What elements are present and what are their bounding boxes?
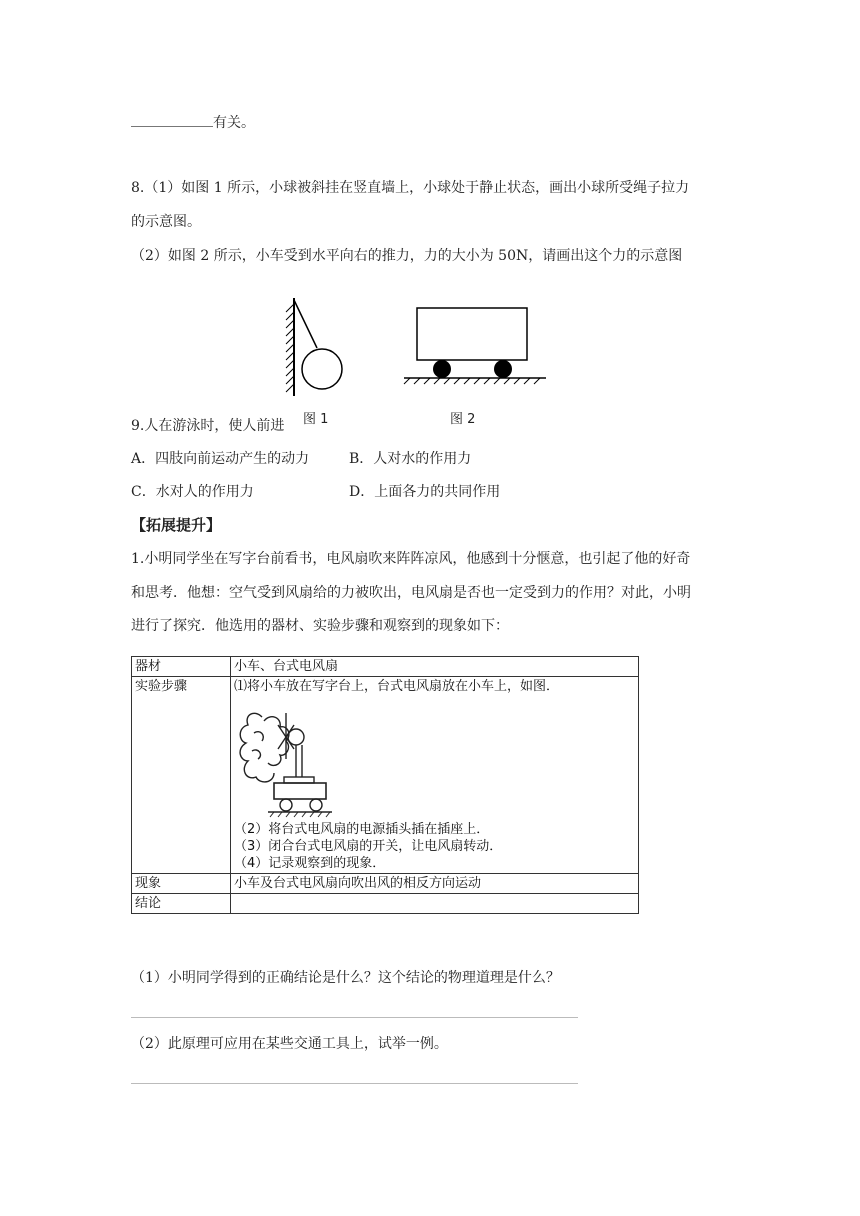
q9-option-d[interactable]: D．上面各力的共同作用 xyxy=(349,484,501,500)
answer-blank[interactable] xyxy=(131,113,213,127)
q9-option-c[interactable]: C．水对人的作用力 xyxy=(131,484,254,500)
conclusion-label: 结论 xyxy=(132,894,231,914)
phenomenon-label: 现象 xyxy=(132,874,231,894)
q1-line-1: 1.小明同学坐在写字台前看书，电风扇吹来阵阵凉风，他感到十分惬意，也引起了他的好奇 xyxy=(131,551,691,567)
phenomenon-value: 小车及台式电风扇向吹出风的相反方向运动 xyxy=(231,874,639,894)
q8-line-2: 的示意图。 xyxy=(131,214,201,230)
q7-tail-text: 有关。 xyxy=(213,115,255,131)
table-row-phenomenon xyxy=(132,874,639,894)
sub-question-1: （1）小明同学得到的正确结论是什么？这个结论的物理道理是什么？ xyxy=(131,970,560,986)
experiment-table xyxy=(131,656,639,914)
q9-stem: 9.人在游泳时，使人前进 xyxy=(131,418,285,434)
q9-option-b[interactable]: B．人对水的作用力 xyxy=(349,451,472,467)
table-row-steps xyxy=(132,677,639,874)
conclusion-value[interactable] xyxy=(231,894,639,914)
figure-2-caption: 图 2 xyxy=(450,412,476,427)
figure-1-ball-on-wall xyxy=(280,296,352,400)
fan-on-cart-figure xyxy=(234,699,346,819)
q1-line-2: 和思考．他想：空气受到风扇给的力被吹出，电风扇是否也一定受到力的作用？对此，小明 xyxy=(131,585,691,601)
answer-line-1[interactable] xyxy=(131,1017,578,1018)
figure-2-cart xyxy=(400,306,550,386)
figure-1-caption: 图 1 xyxy=(303,412,329,427)
step-4: （4）记录观察到的现象． xyxy=(234,856,386,871)
q1-line-3: 进行了探究．他选用的器材、实验步骤和观察到的现象如下： xyxy=(131,618,509,634)
table-row-materials xyxy=(132,657,639,677)
q8-line-1: 8.（1）如图 1 所示，小球被斜挂在竖直墙上，小球处于静止状态，画出小球所受绳子拉力 xyxy=(131,180,690,196)
q7-answer-line xyxy=(131,113,255,133)
section-title: 【拓展提升】 xyxy=(131,516,222,534)
materials-value: 小车、台式电风扇 xyxy=(231,657,639,677)
q8-line-3: （2）如图 2 所示，小车受到水平向右的推力，力的大小为 50N，请画出这个力的示意图 xyxy=(131,248,683,264)
materials-label: 器材 xyxy=(132,657,231,677)
steps-label: 实验步骤 xyxy=(132,677,231,874)
step-2: （2）将台式电风扇的电源插头插在插座上． xyxy=(234,822,490,837)
sub-question-2: （2）此原理可应用在某些交通工具上，试举一例。 xyxy=(131,1036,448,1052)
step-1: ⑴将小车放在写字台上，台式电风扇放在小车上，如图． xyxy=(234,679,560,694)
answer-line-2[interactable] xyxy=(131,1083,578,1084)
q9-option-a[interactable]: A．四肢向前运动产生的动力 xyxy=(131,451,310,467)
steps-cell xyxy=(231,677,639,874)
table-row-conclusion xyxy=(132,894,639,914)
step-3: （3）闭合台式电风扇的开关，让电风扇转动． xyxy=(234,839,503,854)
